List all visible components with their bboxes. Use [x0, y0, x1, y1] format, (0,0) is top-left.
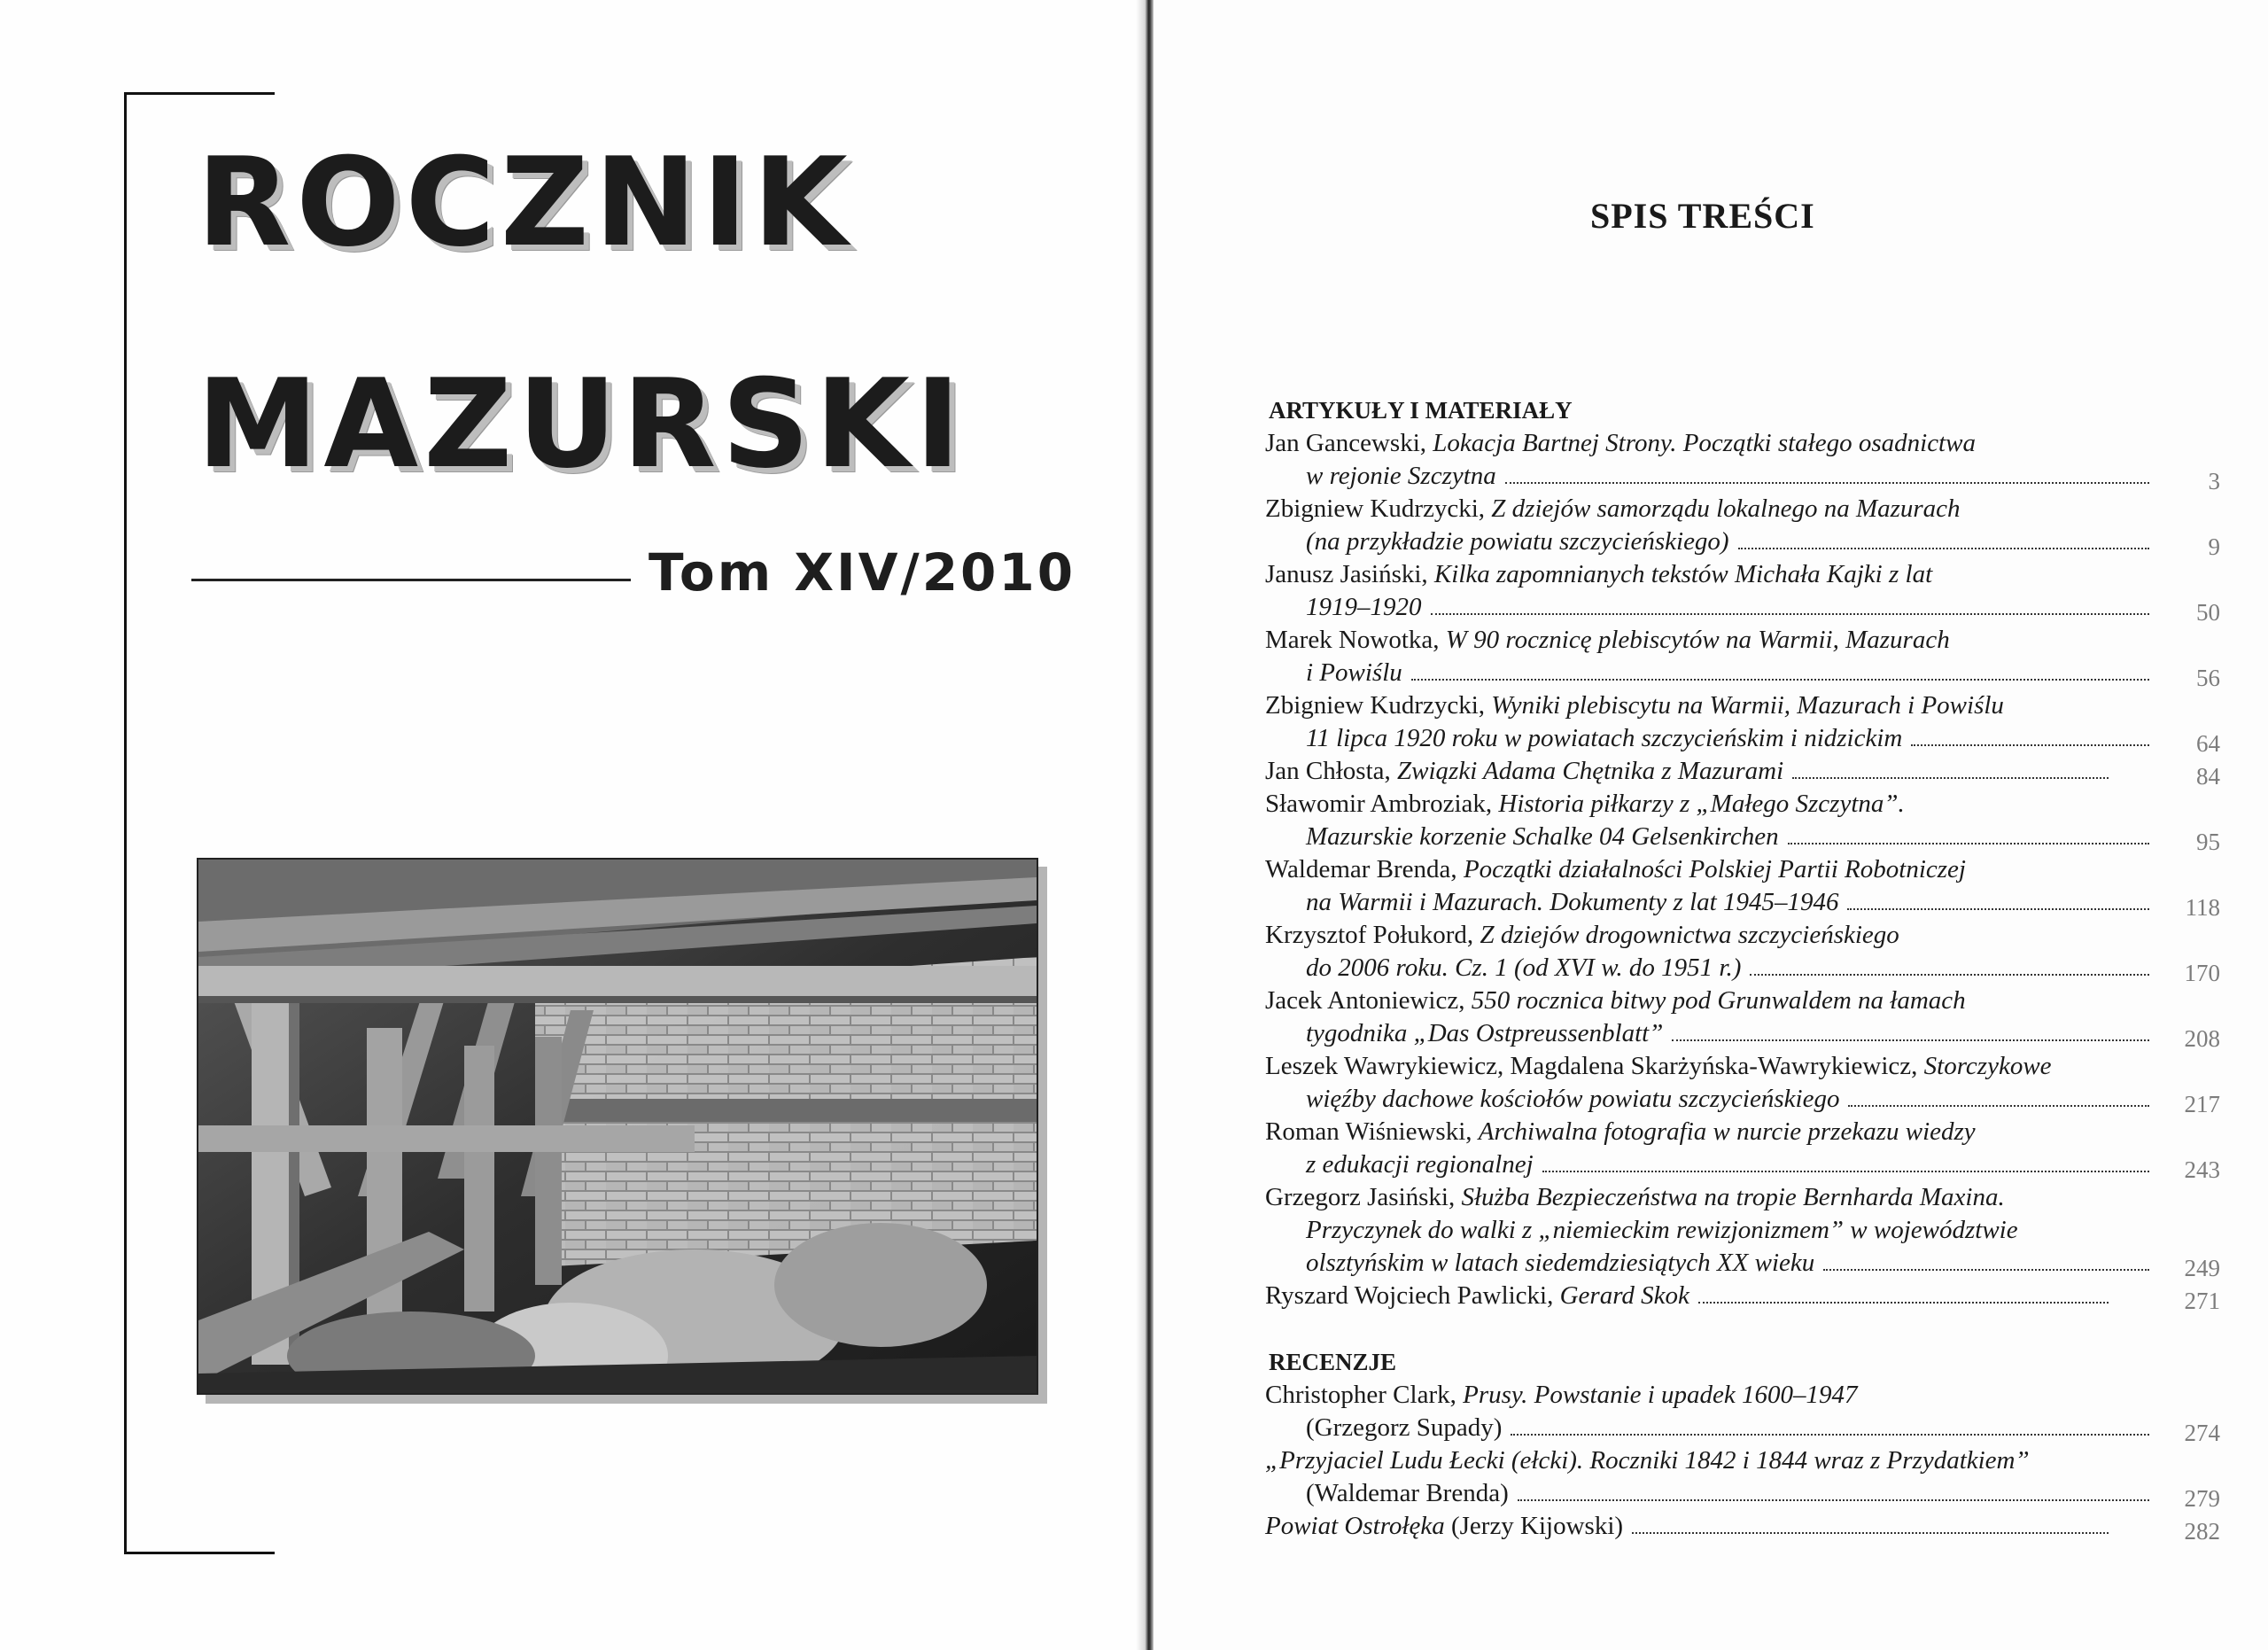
toc-entry-title: 550 rocznica bitwy pod Grunwaldem na łamach	[1471, 986, 1966, 1015]
toc-entry-author: Krzysztof Połukord,	[1265, 921, 1480, 949]
cover-frame-top	[124, 92, 275, 95]
toc-entry-line	[1265, 1477, 2220, 1512]
toc-entry-author: Marek Nowotka,	[1265, 626, 1446, 654]
toc-entry-title: na Warmii i Mazurach. Dokumenty z lat 1945–1946	[1306, 888, 1839, 916]
toc-entry	[1265, 788, 2220, 855]
cover-title-line2: MAZURSKI	[197, 353, 967, 495]
toc-page-number: 208	[2184, 1025, 2220, 1052]
toc-entry-title: Archiwalna fotografia w nurcie przekazu wiedzy	[1478, 1117, 1976, 1146]
toc-entry	[1265, 1280, 2220, 1314]
toc-entry-line	[1265, 886, 2220, 921]
dot-leader	[1792, 777, 2109, 779]
toc-entry-title: więźby dachowe kościołów powiatu szczycieńskiego	[1306, 1085, 1840, 1113]
toc-page-number: 50	[2196, 599, 2220, 626]
toc-entry-text	[1306, 1017, 1663, 1050]
toc-entry-author: Ryszard Wojciech Pawlicki,	[1265, 1281, 1560, 1310]
toc-entry-text	[1265, 921, 1899, 949]
dot-leader	[1518, 1499, 2149, 1501]
toc-entry-text	[1306, 657, 1402, 689]
toc-entry-title: Gerard Skok	[1559, 1281, 1689, 1310]
volume-rule	[191, 579, 631, 581]
toc-entry-title: Służba Bezpieczeństwa na tropie Bernharda Maxina.	[1461, 1183, 2005, 1211]
toc-entry-author: Christopher Clark,	[1265, 1381, 1464, 1409]
toc-entry-author: Janusz Jasiński,	[1265, 560, 1434, 588]
toc-entry-title: Storczykowe	[1923, 1052, 2052, 1080]
toc-entry	[1265, 493, 2220, 560]
toc-entry-author: Jan Chłosta,	[1265, 757, 1398, 785]
toc-entry-title: olsztyńskim w latach siedemdziesiątych XX wieku	[1306, 1249, 1815, 1277]
toc-entry-author: Sławomir Ambroziak,	[1265, 790, 1499, 818]
toc-entry-text	[1306, 952, 1741, 985]
dot-leader	[1847, 908, 2149, 910]
toc-entry-line	[1265, 1050, 2215, 1083]
volume-label: Tom XIV/2010	[649, 542, 1076, 603]
toc-entry-author: Zbigniew Kudrzycki,	[1265, 691, 1492, 720]
toc-entry-title: Wyniki plebiscytu na Warmii, Mazurach i Powiślu	[1491, 691, 2004, 720]
toc-page-number: 9	[2208, 533, 2220, 560]
dot-leader	[1823, 1269, 2149, 1271]
toc-entry-title: Przyczynek do walki z „niemieckim rewizjonizmem” w województwie	[1306, 1216, 2018, 1244]
toc-entry-text	[1265, 560, 1932, 588]
toc-entry-title: z edukacji regionalnej	[1306, 1150, 1534, 1179]
toc-entry-title: w rejonie Szczytna	[1306, 462, 1496, 490]
toc-entry-text	[1265, 494, 1961, 523]
toc-page-number: 3	[2208, 468, 2220, 494]
toc-entry-line	[1265, 1148, 2220, 1183]
toc-entry-line	[1265, 558, 2215, 591]
toc-page-number: 118	[2185, 894, 2220, 921]
toc-entry	[1265, 1510, 2220, 1545]
toc-entry-line	[1265, 460, 2220, 494]
toc-entry-author: Waldemar Brenda,	[1265, 855, 1464, 883]
toc-entry	[1265, 624, 2220, 691]
toc-entry-text	[1306, 1247, 1814, 1280]
toc-entry-line	[1265, 1280, 2220, 1314]
toc-entry-text	[1306, 1412, 1502, 1444]
toc-entry-line	[1265, 689, 2215, 722]
toc-entry-title: Kilka zapomnianych tekstów Michała Kajki z lat	[1433, 560, 1933, 588]
toc-entry-text	[1306, 821, 1779, 853]
toc-entry-line	[1265, 493, 2215, 525]
toc-entry	[1265, 558, 2220, 626]
dot-leader	[1738, 548, 2149, 549]
toc-entry	[1265, 1444, 2220, 1512]
toc-entry-text	[1265, 986, 1966, 1015]
toc-entry-author: Roman Wiśniewski,	[1265, 1117, 1479, 1146]
cover-frame-left	[124, 92, 127, 1554]
toc-entry-line	[1265, 985, 2215, 1017]
toc-page-number: 271	[2184, 1288, 2220, 1314]
dot-leader	[1672, 1039, 2149, 1041]
toc-list-reviews	[1265, 1379, 2220, 1545]
toc-entry-line	[1265, 1116, 2215, 1148]
toc-entry-title: W 90 rocznicę plebiscytów na Warmii, Mazurach	[1445, 626, 1950, 654]
toc-entry	[1265, 1181, 2220, 1281]
toc-entry-title: „Przyjaciel Ludu Łecki (ełcki). Roczniki 1842 i 1844 wraz z Przydatkiem”	[1265, 1446, 2030, 1475]
toc-entry-text	[1265, 1510, 1623, 1543]
toc-entry-line	[1265, 1379, 2215, 1412]
toc-entry-title: Lokacja Bartnej Strony. Początki stałego osadnictwa	[1433, 429, 1976, 457]
dot-leader	[1542, 1171, 2149, 1172]
dot-leader	[1750, 974, 2149, 976]
toc-entry-title: Prusy. Powstanie i upadek 1600–1947	[1463, 1381, 1858, 1409]
toc-entry	[1265, 689, 2220, 757]
toc-entry-text	[1306, 1477, 1509, 1510]
toc-entry-line	[1265, 624, 2215, 657]
cover-frame-bottom	[124, 1552, 275, 1554]
toc-entry-text	[1265, 1446, 2030, 1475]
toc-entry-line	[1265, 755, 2220, 790]
dot-leader	[1505, 482, 2149, 484]
section-heading: ARTYKUŁY I MATERIAŁY	[1269, 397, 1573, 424]
toc-entry-text	[1306, 886, 1838, 919]
toc-entry	[1265, 1116, 2220, 1183]
toc-page-number: 95	[2196, 829, 2220, 855]
toc-entry-line	[1265, 427, 2215, 460]
toc-entry-title: Mazurskie korzenie Schalke 04 Gelsenkirchen	[1306, 822, 1779, 851]
dot-leader	[1511, 1434, 2149, 1436]
toc-entry-line	[1265, 1017, 2220, 1052]
toc-entry-title: do 2006 roku. Cz. 1 (od XVI w. do 1951 r.)	[1306, 953, 1742, 982]
toc-entry	[1265, 1379, 2220, 1446]
toc-page-number: 84	[2196, 763, 2220, 790]
toc-entry-line	[1265, 788, 2215, 821]
toc-entry-title: Związki Adama Chętnika z Mazurami	[1397, 757, 1784, 785]
cover-title-line1: ROCZNIK	[197, 131, 853, 274]
dot-leader	[1411, 679, 2149, 681]
toc-entry	[1265, 853, 2220, 921]
toc-page-number: 217	[2184, 1091, 2220, 1117]
toc-entry	[1265, 427, 2220, 494]
toc-entry-text	[1306, 460, 1496, 493]
toc-entry-text	[1306, 1216, 2018, 1244]
toc-entry-author: Leszek Wawrykiewicz, Magdalena Skarżyńska-Wawrykiewicz,	[1265, 1052, 1924, 1080]
cover-photo	[197, 858, 1038, 1395]
toc-page-number: 274	[2184, 1420, 2220, 1446]
toc-entry-line	[1265, 1247, 2220, 1281]
toc-entry-text	[1265, 790, 1905, 818]
toc-entry-line	[1265, 1510, 2220, 1545]
toc-entry-line	[1265, 853, 2215, 886]
toc-entry-line	[1265, 919, 2215, 952]
toc-entry-title: Powiat Ostrołęka	[1265, 1512, 1445, 1540]
toc-entry-author: Jan Gancewski,	[1265, 429, 1433, 457]
toc-entry-text	[1306, 525, 1729, 558]
toc-entry-line	[1265, 722, 2220, 757]
toc-entry-author: Zbigniew Kudrzycki,	[1265, 494, 1492, 523]
toc-page-number: 282	[2184, 1518, 2220, 1545]
toc-page-number: 243	[2184, 1156, 2220, 1183]
toc-entry	[1265, 919, 2220, 986]
dot-leader	[1431, 613, 2150, 615]
toc-entry-text	[1265, 855, 1966, 883]
toc-entry-text	[1306, 591, 1422, 624]
dot-leader	[1848, 1105, 2149, 1107]
toc-entry-line	[1265, 1083, 2220, 1117]
toc-entry-text	[1265, 1183, 2005, 1211]
toc-entry-text	[1306, 1148, 1534, 1181]
toc-entry-title: tygodnika „Das Ostpreussenblatt”	[1306, 1019, 1664, 1047]
toc-page-number: 170	[2184, 960, 2220, 986]
dot-leader	[1632, 1532, 2109, 1534]
toc-entry-title: Z dziejów drogownictwa szczycieńskiego	[1480, 921, 1899, 949]
toc-entry-title: Z dziejów samorządu lokalnego na Mazurach	[1491, 494, 1961, 523]
toc-entry-text	[1265, 429, 1976, 457]
toc-entry-text	[1265, 755, 1783, 788]
toc-entry-title: 1919–1920	[1306, 593, 1422, 621]
toc-entry-author: Grzegorz Jasiński,	[1265, 1183, 1462, 1211]
toc-page-number: 56	[2196, 665, 2220, 691]
toc-entry-author: (Grzegorz Supady)	[1306, 1413, 1503, 1442]
toc-entry	[1265, 985, 2220, 1052]
toc-entry-author: Jacek Antoniewicz,	[1265, 986, 1472, 1015]
toc-entry-text	[1265, 1117, 1976, 1146]
dot-leader	[1911, 744, 2149, 746]
toc-entry-text	[1306, 1083, 1839, 1116]
toc-page-number: 279	[2184, 1485, 2220, 1512]
toc-entry-line	[1265, 591, 2220, 626]
dot-leader	[1698, 1302, 2109, 1304]
toc-entry-title: 11 lipca 1920 roku w powiatach szczycieńskim i nidzickim	[1306, 724, 1903, 752]
toc-entry-text	[1265, 1280, 1689, 1312]
toc-entry-title: Historia piłkarzy z „Małego Szczytna”.	[1498, 790, 1905, 818]
dot-leader	[1788, 843, 2149, 844]
toc-entry	[1265, 755, 2220, 790]
toc-heading: SPIS TREŚCI	[1590, 196, 1815, 236]
toc-entry-text	[1265, 1052, 2052, 1080]
toc-entry-title: Początki działalności Polskiej Partii Robotniczej	[1463, 855, 1966, 883]
toc-entry-line	[1265, 1214, 2215, 1247]
toc-entry-author: (Waldemar Brenda)	[1306, 1479, 1509, 1507]
toc-page-number: 249	[2184, 1255, 2220, 1281]
toc-entry-text	[1265, 691, 2004, 720]
toc-list-articles	[1265, 427, 2220, 1314]
toc-entry-reviewer: (Jerzy Kijowski)	[1444, 1512, 1624, 1540]
toc-entry-text	[1265, 626, 1950, 654]
toc-entry-line	[1265, 1412, 2220, 1446]
toc-entry-line	[1265, 1181, 2215, 1214]
toc-entry	[1265, 1050, 2220, 1117]
toc-entry-line	[1265, 1444, 2215, 1477]
toc-page-number: 64	[2196, 730, 2220, 757]
toc-entry-line	[1265, 821, 2220, 855]
toc-entry-text	[1306, 722, 1902, 755]
toc-entry-title: i Powiślu	[1306, 658, 1402, 687]
toc-entry-line	[1265, 952, 2220, 986]
section-heading: RECENZJE	[1269, 1349, 1397, 1375]
toc-entry-line	[1265, 525, 2220, 560]
toc-entry-text	[1265, 1381, 1858, 1409]
toc-entry-title: (na przykładzie powiatu szczycieńskiego)	[1306, 527, 1729, 556]
toc-entry-line	[1265, 657, 2220, 691]
